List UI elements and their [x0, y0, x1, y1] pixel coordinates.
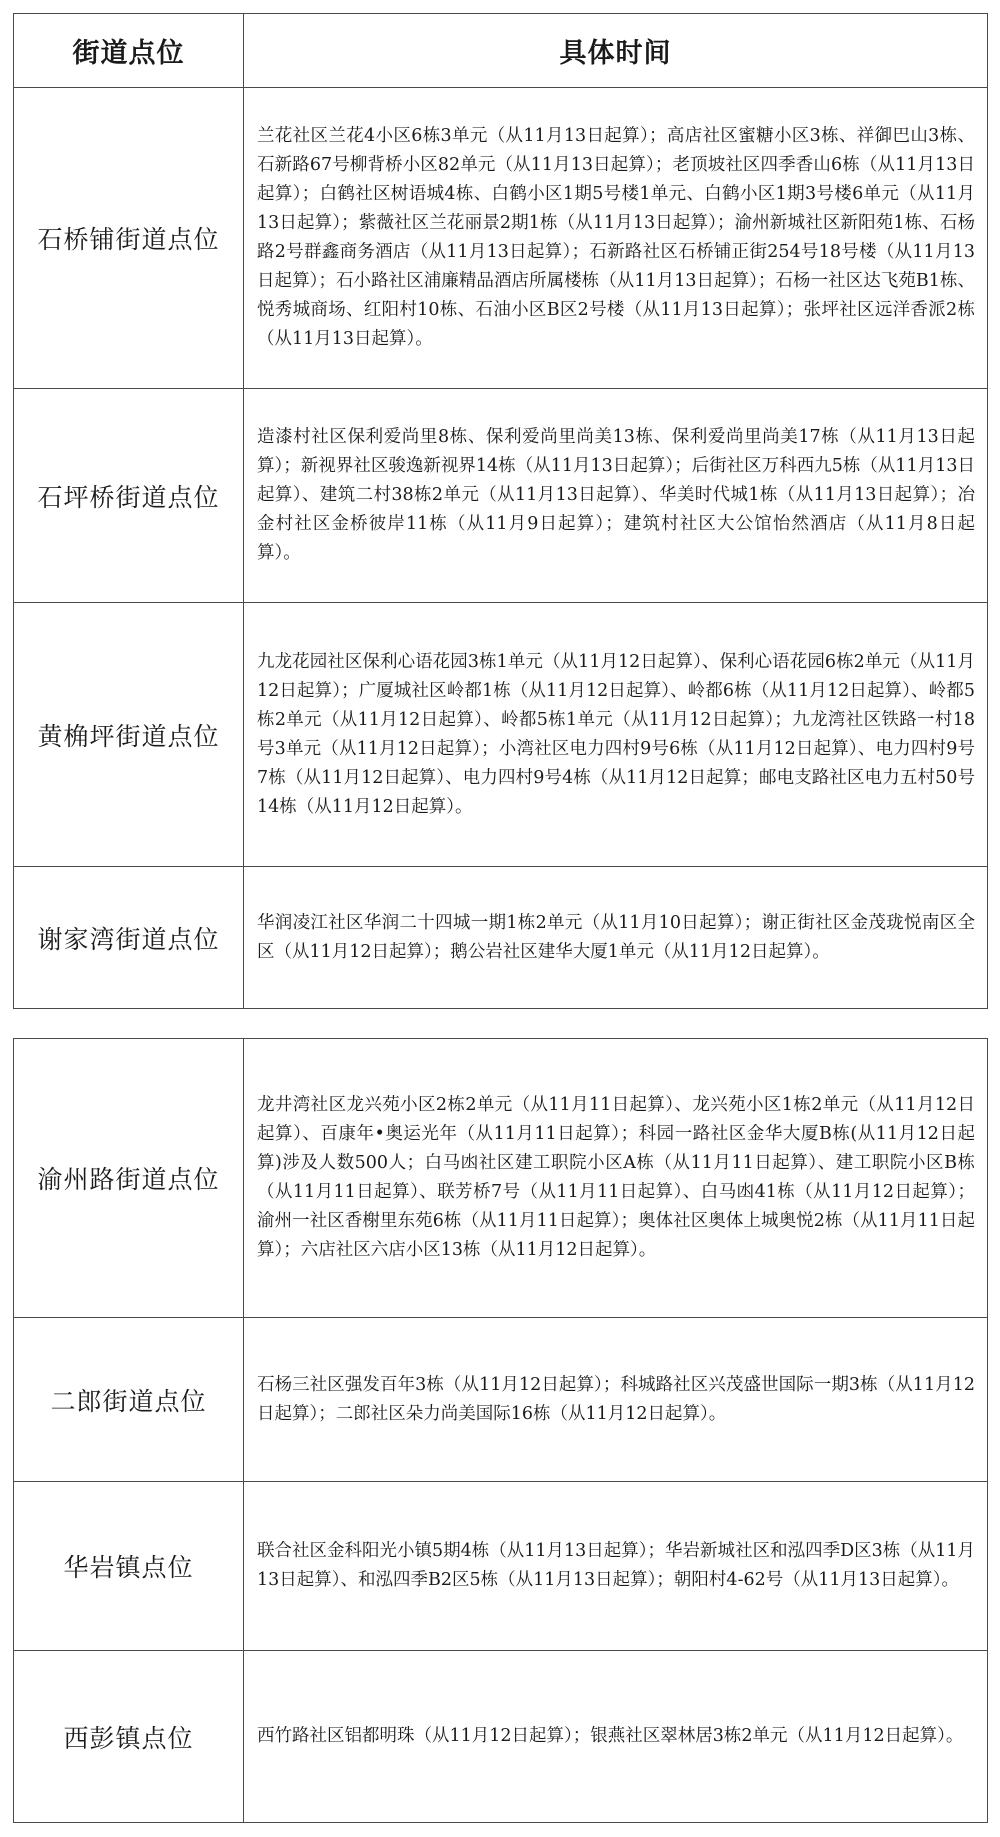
- district-details: 兰花社区兰花4小区6栋3单元（从11月13日起算）；高店社区蜜糖小区3栋、祥御巴山3栋、石新路67号柳背桥小区82单元（从11月13日起算）；老顶坡社区四季香山6栋（从11月13日起算）；白鹤社区树语城4栋、白鹤小区1期5号楼1单元、白鹤小区1期3号楼6单元（从11月13日起算）；紫薇社区兰花丽景2期1栋（从11月13日起算）；渝州新城社区新阳苑1栋、石杨路2号群鑫商务酒店（从11月13日起算）；石新路社区石桥铺正街254号18号楼（从11月13日起算）；石小路社区浦廉精品酒店所属楼栋（从11月13日起算）；石杨一社区达飞苑B1栋、悦秀城商场、红阳村10栋、石油小区B区2号楼（从11月13日起算）；张坪社区远洋香派2栋（从11月13日起算）。: [244, 88, 988, 389]
- table-row: [14, 1651, 988, 1823]
- header-time: 具体时间: [244, 14, 988, 88]
- table-row: [14, 1039, 988, 1318]
- table-row: [14, 389, 988, 603]
- district-details: 石杨三社区强发百年3栋（从11月12日起算）；科城路社区兴茂盛世国际一期3栋（从11月12日起算）；二郎社区朵力尚美国际16栋（从11月12日起算）。: [244, 1318, 988, 1482]
- table-row: [14, 603, 988, 867]
- district-name: 二郎街道点位: [14, 1318, 244, 1482]
- header-district: 街道点位: [14, 14, 244, 88]
- table-row: [14, 867, 988, 1009]
- table-header-row: [14, 14, 988, 88]
- district-details: 联合社区金科阳光小镇5期4栋（从11月13日起算）；华岩新城社区和泓四季D区3栋（从11月13日起算）、和泓四季B2区5栋（从11月13日起算）；朝阳村4-62号（从11月13日起算）。: [244, 1482, 988, 1651]
- table-row: [14, 1482, 988, 1651]
- district-details: 华润凌江社区华润二十四城一期1栋2单元（从11月10日起算）；谢正街社区金茂珑悦南区全区（从11月12日起算）；鹅公岩社区建华大厦1单元（从11月12日起算）。: [244, 867, 988, 1009]
- district-name: 渝州路街道点位: [14, 1039, 244, 1318]
- district-details: 龙井湾社区龙兴苑小区2栋2单元（从11月11日起算）、龙兴苑小区1栋2单元（从11月12日起算）、百康年•奥运光年（从11月11日起算）；科园一路社区金华大厦B栋(从11月12日起算)涉及人数500人；白马凼社区建工职院小区A栋（从11月11日起算）、建工职院小区B栋（从11月11日起算）、联芳桥7号（从11月11日起算）、白马凼41栋（从11月12日起算）；渝州一社区香榭里东苑6栋（从11月11日起算）；奥体社区奥体上城奥悦2栋（从11月11日起算）；六店社区六店小区13栋（从11月12日起算）。: [244, 1039, 988, 1318]
- table-row: [14, 88, 988, 389]
- district-name: 黄桷坪街道点位: [14, 603, 244, 867]
- district-name: 石桥铺街道点位: [14, 88, 244, 389]
- district-name: 谢家湾街道点位: [14, 867, 244, 1009]
- district-name: 石坪桥街道点位: [14, 389, 244, 603]
- district-name: 华岩镇点位: [14, 1482, 244, 1651]
- district-details: 九龙花园社区保利心语花园3栋1单元（从11月12日起算）、保利心语花园6栋2单元（从11月12日起算）；广厦城社区岭都1栋（从11月12日起算）、岭都6栋（从11月12日起算）、岭都5栋2单元（从11月12日起算）、岭都5栋1单元（从11月12日起算）；九龙湾社区铁路一村18号3单元（从11月12日起算）；小湾社区电力四村9号6栋（从11月12日起算）、电力四村9号7栋（从11月12日起算）、电力四村9号4栋（从11月12日起算；邮电支路社区电力五村50号14栋（从11月12日起算）。: [244, 603, 988, 867]
- district-details: 造漆村社区保利爱尚里8栋、保利爱尚里尚美13栋、保利爱尚里尚美17栋（从11月13日起算）；新视界社区骏逸新视界14栋（从11月13日起算）；后街社区万科西九5栋（从11月13日起算）、建筑二村38栋2单元（从11月13日起算）、华美时代城1栋（从11月13日起算）；冶金村社区金桥彼岸11栋（从11月9日起算）；建筑村社区大公馆怡然酒店（从11月8日起算）。: [244, 389, 988, 603]
- locations-table-part-2: [13, 1038, 988, 1823]
- district-details: 西竹路社区铝都明珠（从11月12日起算）；银燕社区翠林居3栋2单元（从11月12日起算）。: [244, 1651, 988, 1823]
- table-row: [14, 1318, 988, 1482]
- locations-table-part-1: [13, 13, 988, 1009]
- district-name: 西彭镇点位: [14, 1651, 244, 1823]
